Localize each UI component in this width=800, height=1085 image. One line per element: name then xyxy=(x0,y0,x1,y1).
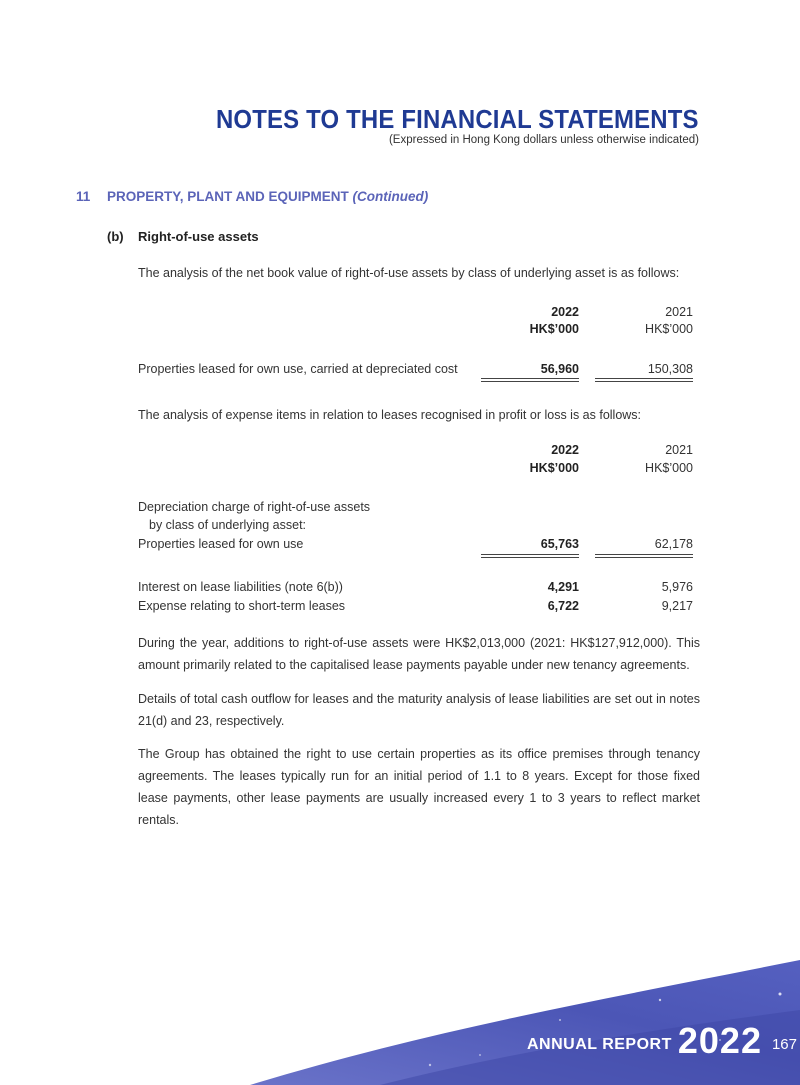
divider xyxy=(481,554,579,555)
divider xyxy=(595,554,693,555)
table1-col-2022: 2022 xyxy=(551,305,579,319)
table2-unit-2022: HK$’000 xyxy=(529,461,579,475)
table2-col-2021: 2021 xyxy=(665,443,693,457)
divider xyxy=(481,378,579,379)
paragraph-tenancy: The Group has obtained the right to use certain properties as its office premises through tenancy agreements. The leases typically run for an initial period of 1.1 to 8 years. Except for those fixed lease payments, other lease payments are usually increased every 1 to 3 years to reflect market rentals. xyxy=(138,747,700,827)
table1-row-2022: 56,960 xyxy=(540,362,579,376)
divider xyxy=(595,557,693,558)
table1-row-label: Properties leased for own use, carried at depreciated cost xyxy=(138,362,458,376)
section-number: 11 xyxy=(76,189,91,204)
divider xyxy=(595,381,693,382)
prop-label: Properties leased for own use xyxy=(138,537,304,551)
interest-2021: 5,976 xyxy=(661,580,693,594)
table2-col-2022: 2022 xyxy=(551,443,579,457)
prop-2021: 62,178 xyxy=(654,537,693,551)
dep-label-1: Depreciation charge of right-of-use assets xyxy=(138,500,371,514)
short-2021: 9,217 xyxy=(661,599,693,613)
section-continued: (Continued) xyxy=(352,189,429,204)
divider xyxy=(595,378,693,379)
divider xyxy=(481,381,579,382)
page-subtitle: (Expressed in Hong Kong dollars unless otherwise indicated) xyxy=(388,134,699,146)
footer-year: 2022 xyxy=(677,1020,762,1061)
table1-unit-2022: HK$’000 xyxy=(529,322,579,336)
table1-col-2021: 2021 xyxy=(665,305,693,319)
footer-label: ANNUAL REPORT xyxy=(527,1036,672,1053)
table2-unit-2021: HK$’000 xyxy=(645,461,693,475)
footer xyxy=(527,1020,797,1062)
paragraph-additions: During the year, additions to right-of-use assets were HK$2,013,000 (2021: HK$127,912,000). This amount primarily related to the capitalised lease payments payable under new tenancy agreements. xyxy=(138,636,700,672)
dep-label-2: by class of underlying asset: xyxy=(149,518,307,532)
table1-unit-2021: HK$’000 xyxy=(645,322,693,336)
subsection-letter: (b) xyxy=(107,229,124,244)
section-title: PROPERTY, PLANT AND EQUIPMENT xyxy=(107,189,349,204)
prop-2022: 65,763 xyxy=(540,537,579,551)
page-title: NOTES TO THE FINANCIAL STATEMENTS xyxy=(216,104,699,134)
page-number: 167 xyxy=(771,1036,797,1053)
short-2022: 6,722 xyxy=(547,599,579,613)
subsection-heading xyxy=(107,229,259,244)
paragraph-cash-outflow: Details of total cash outflow for leases and the maturity analysis of lease liabilities are set out in notes 21(d) and 23, respectively. xyxy=(138,692,700,728)
table1-intro: The analysis of the net book value of right-of-use assets by class of underlying asset is as follows: xyxy=(138,266,680,280)
short-label: Expense relating to short-term leases xyxy=(138,599,346,613)
table1-row-2021: 150,308 xyxy=(647,362,693,376)
interest-label: Interest on lease liabilities (note 6(b)) xyxy=(138,580,343,594)
subsection-title: Right-of-use assets xyxy=(138,229,259,244)
divider xyxy=(481,557,579,558)
section-heading xyxy=(76,189,428,204)
interest-2022: 4,291 xyxy=(547,580,579,594)
table2-intro: The analysis of expense items in relation to leases recognised in profit or loss is as follows: xyxy=(138,408,642,422)
